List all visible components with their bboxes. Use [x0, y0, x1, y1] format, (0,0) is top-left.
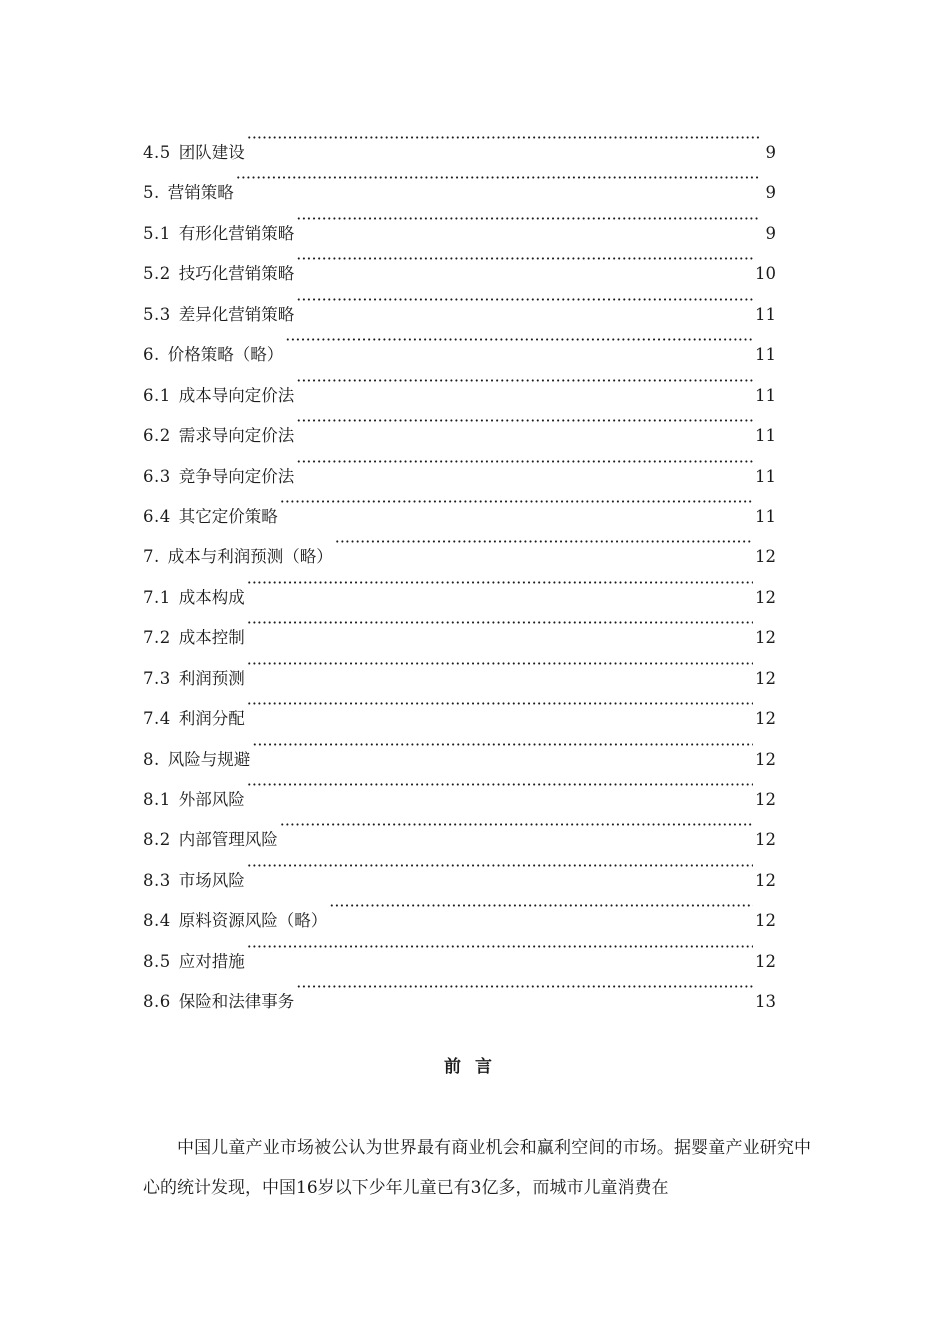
toc-entry-title: 差异化营销策略	[178, 304, 295, 324]
toc-entry-title: 需求导向定价法	[178, 426, 295, 446]
toc-entry-page-number: 9	[765, 223, 776, 243]
toc-entry-page-number: 12	[755, 790, 776, 809]
toc-entry-title: 原料资源风险（略）	[178, 911, 328, 931]
toc-entry-number: 8.2	[143, 830, 171, 850]
toc-entry-number: 5.1	[143, 223, 171, 243]
toc-entry-title: 保险和法律事务	[178, 992, 295, 1012]
toc-entry-number: 8.1	[143, 790, 171, 809]
toc-entry-title: 成本与利润预测（略）	[167, 547, 333, 567]
toc-dot-leader	[296, 280, 753, 320]
toc-dot-leader	[247, 765, 753, 805]
toc-entry-page-number: 12	[755, 628, 776, 648]
toc-dot-leader	[296, 199, 760, 239]
toc-entry-title: 风险与规避	[167, 749, 251, 769]
toc-entry-number: 5.2	[143, 264, 171, 284]
toc-entry-title: 有形化营销策略	[178, 223, 295, 243]
toc-entry-number: 8.3	[143, 870, 171, 890]
toc-entry-number: 6.1	[143, 385, 171, 405]
toc-dot-leader	[296, 967, 753, 1007]
toc-entry-page-number: 11	[755, 304, 776, 324]
toc-entry-title: 利润分配	[178, 709, 245, 729]
toc-dot-leader	[280, 482, 753, 522]
toc-entry-number: 7.1	[143, 587, 171, 607]
toc-entry-number: 4.5	[143, 143, 171, 162]
toc-entry-title: 成本构成	[178, 587, 245, 607]
toc-entry-page-number: 12	[755, 830, 776, 850]
toc-entry-page-number: 12	[755, 587, 776, 607]
toc-entry-number: 7.4	[143, 709, 171, 729]
toc-entry[interactable]	[143, 199, 776, 243]
toc-dot-leader	[280, 805, 753, 845]
toc-entry-page-number: 12	[755, 668, 776, 688]
toc-entry-page-number: 11	[755, 466, 776, 486]
toc-entry-page-number: 12	[755, 870, 776, 890]
toc-entry-number: 7.2	[143, 628, 171, 648]
toc-entry-page-number: 12	[755, 709, 776, 729]
toc-entry[interactable]	[143, 118, 776, 162]
toc-entry-page-number: 9	[765, 143, 776, 162]
toc-dot-leader	[329, 886, 753, 926]
toc-dot-leader	[296, 401, 753, 441]
preface-heading: 前言	[444, 1057, 506, 1077]
toc-dot-leader	[252, 725, 753, 765]
toc-entry-number: 5.	[143, 183, 160, 203]
toc-entry-number: 6.2	[143, 426, 171, 446]
toc-entry-page-number: 11	[755, 345, 776, 365]
toc-entry-title: 技巧化营销策略	[178, 264, 295, 284]
toc-entry-number: 8.4	[143, 911, 171, 931]
toc-dot-leader	[236, 158, 760, 198]
toc-entry-title: 竞争导向定价法	[178, 466, 295, 486]
toc-dot-leader	[247, 563, 753, 603]
toc-dot-leader	[247, 644, 753, 684]
toc-entry-number: 6.4	[143, 506, 171, 526]
toc-entry-page-number: 11	[755, 506, 776, 526]
toc-dot-leader	[285, 320, 753, 360]
toc-entry-page-number: 13	[755, 992, 776, 1012]
toc-entry-title: 利润预测	[178, 668, 245, 688]
toc-entry-number: 7.	[143, 547, 160, 567]
toc-entry-title: 市场风险	[178, 870, 245, 890]
toc-entry-page-number: 9	[765, 183, 776, 203]
toc-entry-title: 成本控制	[178, 628, 245, 648]
toc-entry-number: 8.	[143, 749, 160, 769]
toc-entry-number: 5.3	[143, 304, 171, 324]
toc-entry-number: 8.5	[143, 951, 171, 971]
toc-dot-leader	[247, 118, 760, 158]
table-of-contents	[143, 118, 776, 1012]
toc-entry-title: 外部风险	[178, 790, 245, 809]
toc-entry-page-number: 12	[755, 749, 776, 769]
toc-dot-leader	[247, 684, 753, 724]
toc-entry-number: 7.3	[143, 668, 171, 688]
toc-entry-page-number: 12	[755, 951, 776, 971]
toc-entry-number: 6.3	[143, 466, 171, 486]
toc-entry-title: 营销策略	[167, 183, 234, 203]
toc-entry-title: 价格策略（略）	[167, 345, 284, 365]
toc-entry-number: 6.	[143, 345, 160, 365]
toc-entry-page-number: 10	[755, 264, 776, 284]
toc-entry-title: 内部管理风险	[178, 830, 278, 850]
preface-paragraph: 中国儿童产业市场被公认为世界最有商业机会和赢利空间的市场。据婴童产业研究中心的统计发现，中国16岁以下少年儿童已有3亿多，而城市儿童消费在	[143, 1138, 811, 1198]
toc-dot-leader	[296, 361, 753, 401]
toc-entry-page-number: 12	[755, 911, 776, 931]
toc-dot-leader	[247, 927, 753, 967]
toc-entry-title: 团队建设	[178, 143, 245, 162]
toc-dot-leader	[296, 239, 753, 279]
toc-entry-page-number: 11	[755, 385, 776, 405]
toc-dot-leader	[335, 522, 753, 562]
toc-entry[interactable]	[143, 158, 776, 203]
toc-dot-leader	[247, 846, 753, 886]
toc-entry-number: 8.6	[143, 992, 171, 1012]
toc-dot-leader	[247, 603, 753, 643]
toc-entry-page-number: 11	[755, 426, 776, 446]
toc-entry-title: 其它定价策略	[178, 506, 278, 526]
toc-dot-leader	[296, 442, 753, 482]
toc-entry-title: 应对措施	[178, 951, 245, 971]
toc-entry-page-number: 12	[755, 547, 776, 567]
toc-entry-title: 成本导向定价法	[178, 385, 295, 405]
